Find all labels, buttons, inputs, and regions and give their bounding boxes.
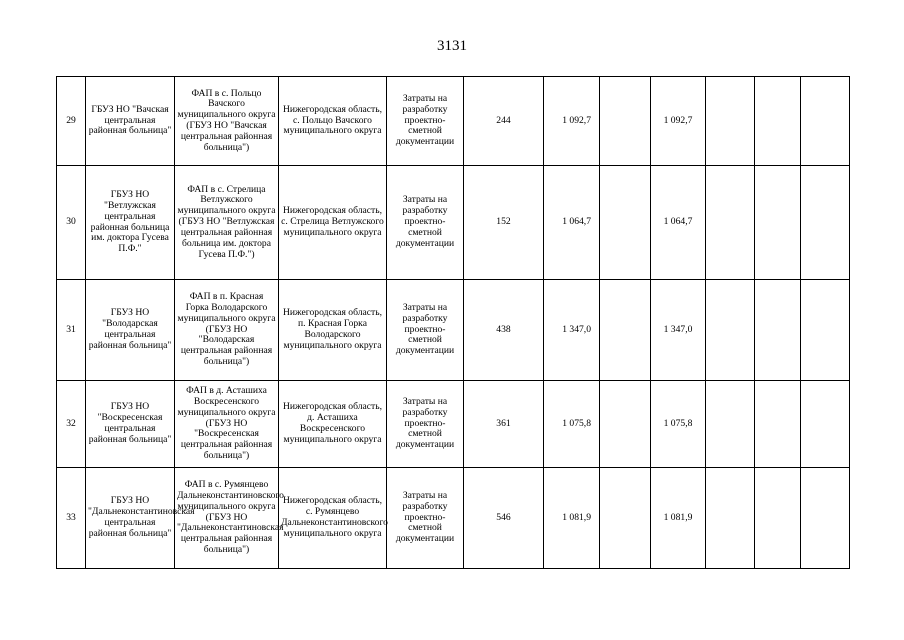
table-row [57, 77, 850, 166]
value7-cell [801, 468, 850, 569]
value1-cell: 546 [464, 468, 544, 569]
value6-cell [755, 468, 801, 569]
value3-cell [600, 468, 651, 569]
value4-cell: 1 075,8 [651, 381, 706, 468]
row-number-cell: 32 [57, 381, 86, 468]
purpose-cell: Затраты на разработку проектно-сметной документации [387, 280, 464, 381]
page-number: 3131 [437, 38, 467, 54]
value6-cell [755, 381, 801, 468]
value6-cell [755, 280, 801, 381]
value6-cell [755, 77, 801, 166]
object-cell: ФАП в с. Польцо Вачского муниципального округа (ГБУЗ НО "Вачская центральная районная больница") [175, 77, 279, 166]
value1-cell: 361 [464, 381, 544, 468]
object-cell: ФАП в с. Стрелица Ветлужского муниципального округа (ГБУЗ НО "Ветлужская центральная районная больница им. доктора Гусева П.Ф.") [175, 166, 279, 280]
value5-cell [706, 280, 755, 381]
organization-cell: ГБУЗ НО "Воскресенская центральная районная больница" [86, 381, 175, 468]
row-number-cell: 31 [57, 280, 86, 381]
facilities-table [56, 76, 850, 569]
purpose-cell: Затраты на разработку проектно-сметной документации [387, 381, 464, 468]
table-row [57, 166, 850, 280]
address-cell: Нижегородская область, с. Стрелица Ветлужского муниципального округа [279, 166, 387, 280]
value4-cell: 1 347,0 [651, 280, 706, 381]
value2-cell: 1 347,0 [544, 280, 600, 381]
organization-cell: ГБУЗ НО "Ветлужская центральная районная больница им. доктора Гусева П.Ф." [86, 166, 175, 280]
object-cell: ФАП в п. Красная Горка Володарского муниципального округа (ГБУЗ НО "Володарская центральная районная больница") [175, 280, 279, 381]
organization-cell: ГБУЗ НО "Володарская центральная районная больница" [86, 280, 175, 381]
value7-cell [801, 381, 850, 468]
row-number-cell: 33 [57, 468, 86, 569]
value2-cell: 1 081,9 [544, 468, 600, 569]
address-cell: Нижегородская область, с. Румянцево Дальнеконстантиновского муниципального округа [279, 468, 387, 569]
table-body [57, 77, 850, 569]
row-number-cell: 29 [57, 77, 86, 166]
value1-cell: 438 [464, 280, 544, 381]
value4-cell: 1 092,7 [651, 77, 706, 166]
object-cell: ФАП в д. Асташиха Воскресенского муниципального округа (ГБУЗ НО "Воскресенская центральная районная больница") [175, 381, 279, 468]
value2-cell: 1 075,8 [544, 381, 600, 468]
purpose-cell: Затраты на разработку проектно-сметной документации [387, 468, 464, 569]
value3-cell [600, 77, 651, 166]
value3-cell [600, 381, 651, 468]
address-cell: Нижегородская область, с. Польцо Вачского муниципального округа [279, 77, 387, 166]
value2-cell: 1 092,7 [544, 77, 600, 166]
value4-cell: 1 081,9 [651, 468, 706, 569]
value3-cell [600, 280, 651, 381]
table-row [57, 280, 850, 381]
value1-cell: 244 [464, 77, 544, 166]
value7-cell [801, 166, 850, 280]
object-cell: ФАП в с. Румянцево Дальнеконстантиновского муниципального округа (ГБУЗ НО "Дальнеконстантиновская центральная районная больница") [175, 468, 279, 569]
address-cell: Нижегородская область, д. Асташиха Воскресенского муниципального округа [279, 381, 387, 468]
row-number-cell: 30 [57, 166, 86, 280]
organization-cell: ГБУЗ НО "Вачская центральная районная больница" [86, 77, 175, 166]
table-row [57, 468, 850, 569]
table-row [57, 381, 850, 468]
value1-cell: 152 [464, 166, 544, 280]
value6-cell [755, 166, 801, 280]
value2-cell: 1 064,7 [544, 166, 600, 280]
purpose-cell: Затраты на разработку проектно-сметной документации [387, 166, 464, 280]
value5-cell [706, 381, 755, 468]
value7-cell [801, 77, 850, 166]
purpose-cell: Затраты на разработку проектно-сметной документации [387, 77, 464, 166]
value5-cell [706, 166, 755, 280]
value4-cell: 1 064,7 [651, 166, 706, 280]
value5-cell [706, 468, 755, 569]
value5-cell [706, 77, 755, 166]
value7-cell [801, 280, 850, 381]
value3-cell [600, 166, 651, 280]
address-cell: Нижегородская область, п. Красная Горка Володарского муниципального округа [279, 280, 387, 381]
organization-cell: ГБУЗ НО "Дальнеконстантиновская центральная районная больница" [86, 468, 175, 569]
